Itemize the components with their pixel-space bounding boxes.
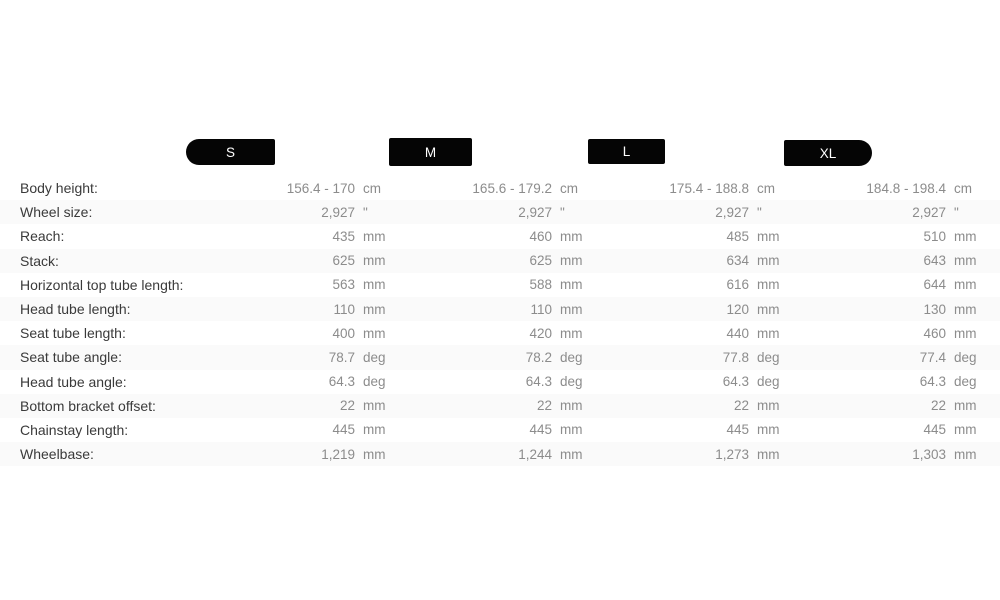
value-number: 78.7 (328, 349, 355, 365)
value-cell-s (196, 229, 393, 244)
value-unit: mm (954, 301, 977, 317)
value-cell-l (590, 422, 787, 437)
value-number: 110 (333, 301, 355, 317)
value-unit: mm (560, 253, 583, 269)
value-cell-l (590, 302, 787, 317)
value-number: 1,303 (912, 446, 946, 462)
value-cell-m (393, 277, 590, 292)
value-cell-m (393, 350, 590, 365)
value-cell-xl (787, 302, 984, 317)
value-number: 400 (332, 325, 355, 341)
value-cell-s (196, 205, 393, 220)
value-unit: " (757, 204, 762, 220)
value-cell-xl (787, 447, 984, 462)
value-unit: mm (954, 398, 977, 414)
value-unit: mm (363, 325, 386, 341)
row-label: Wheelbase: (20, 446, 94, 463)
value-number: 2,927 (321, 204, 355, 220)
row-label: Seat tube length: (20, 325, 126, 342)
size-tab-l[interactable]: L (588, 139, 665, 164)
value-unit: deg (954, 374, 977, 390)
value-number: 2,927 (715, 204, 749, 220)
value-cell-s (196, 398, 393, 413)
value-number: 445 (726, 422, 749, 438)
table-row (0, 176, 1000, 200)
row-label: Head tube angle: (20, 373, 127, 390)
value-cell-s (196, 350, 393, 365)
value-cell-xl (787, 326, 984, 341)
value-number: 64.3 (525, 374, 552, 390)
table-row (0, 249, 1000, 273)
row-label: Horizontal top tube length: (20, 276, 184, 293)
value-number: 625 (332, 253, 355, 269)
table-row (0, 321, 1000, 345)
value-unit: deg (560, 374, 583, 390)
geometry-table (0, 176, 1000, 466)
table-row (0, 394, 1000, 418)
value-unit: deg (560, 349, 583, 365)
value-number: 445 (332, 422, 355, 438)
value-cell-xl (787, 350, 984, 365)
value-cell-l (590, 253, 787, 268)
value-unit: cm (954, 180, 972, 196)
value-unit: mm (363, 446, 386, 462)
value-number: 485 (726, 228, 749, 244)
value-cell-m (393, 253, 590, 268)
value-unit: mm (954, 277, 977, 293)
value-number: 64.3 (722, 374, 749, 390)
row-label: Wheel size: (20, 204, 93, 221)
value-unit: " (560, 204, 565, 220)
value-unit: mm (560, 398, 583, 414)
value-unit: mm (757, 398, 780, 414)
value-cell-m (393, 422, 590, 437)
value-cell-l (590, 398, 787, 413)
value-number: 445 (923, 422, 946, 438)
value-cell-l (590, 229, 787, 244)
value-cell-l (590, 374, 787, 389)
value-number: 644 (923, 277, 946, 293)
value-unit: cm (757, 180, 775, 196)
value-unit: cm (363, 180, 381, 196)
value-unit: " (954, 204, 959, 220)
value-number: 78.2 (525, 349, 552, 365)
value-number: 643 (923, 253, 946, 269)
value-cell-s (196, 253, 393, 268)
value-number: 184.8 - 198.4 (866, 180, 946, 196)
value-unit: mm (560, 422, 583, 438)
value-unit: mm (560, 228, 583, 244)
table-row (0, 345, 1000, 369)
value-unit: mm (954, 253, 977, 269)
size-tab-m[interactable]: M (389, 138, 472, 166)
value-unit: deg (757, 374, 780, 390)
table-row (0, 224, 1000, 248)
value-unit: mm (363, 301, 386, 317)
value-number: 1,219 (321, 446, 355, 462)
value-number: 420 (529, 325, 552, 341)
size-tab-s[interactable]: S (186, 139, 275, 165)
value-unit: mm (954, 422, 977, 438)
value-unit: mm (757, 422, 780, 438)
value-cell-s (196, 422, 393, 437)
value-number: 64.3 (328, 374, 355, 390)
table-row (0, 273, 1000, 297)
value-number: 156.4 - 170 (286, 180, 355, 196)
value-cell-m (393, 205, 590, 220)
row-label: Bottom bracket offset: (20, 397, 156, 414)
value-cell-s (196, 277, 393, 292)
value-cell-xl (787, 205, 984, 220)
value-cell-l (590, 277, 787, 292)
value-number: 77.8 (722, 349, 749, 365)
value-cell-l (590, 181, 787, 196)
value-unit: mm (363, 253, 386, 269)
value-unit: mm (560, 277, 583, 293)
value-number: 460 (529, 228, 552, 244)
value-unit: deg (954, 349, 977, 365)
value-number: 130 (923, 301, 946, 317)
value-number: 510 (923, 228, 946, 244)
value-unit: cm (560, 180, 578, 196)
value-cell-s (196, 181, 393, 196)
value-unit: mm (363, 277, 386, 293)
value-unit: deg (363, 349, 386, 365)
value-cell-s (196, 302, 393, 317)
value-unit: mm (757, 446, 780, 462)
value-number: 22 (930, 398, 946, 414)
row-label: Seat tube angle: (20, 349, 122, 366)
value-unit: mm (954, 228, 977, 244)
value-number: 22 (536, 398, 552, 414)
value-number: 440 (726, 325, 749, 341)
table-row (0, 418, 1000, 442)
value-number: 110 (530, 301, 552, 317)
value-unit: mm (757, 253, 780, 269)
value-unit: mm (757, 325, 780, 341)
value-cell-l (590, 326, 787, 341)
value-cell-m (393, 326, 590, 341)
value-unit: mm (757, 228, 780, 244)
row-label: Stack: (20, 252, 59, 269)
value-unit: mm (560, 446, 583, 462)
value-number: 616 (726, 277, 749, 293)
value-unit: mm (757, 301, 780, 317)
value-cell-m (393, 229, 590, 244)
value-cell-s (196, 447, 393, 462)
value-cell-m (393, 181, 590, 196)
value-unit: mm (954, 446, 977, 462)
value-number: 165.6 - 179.2 (472, 180, 552, 196)
value-unit: deg (363, 374, 386, 390)
table-row (0, 370, 1000, 394)
value-number: 435 (332, 228, 355, 244)
row-label: Chainstay length: (20, 421, 129, 438)
value-number: 625 (529, 253, 552, 269)
value-number: 634 (726, 253, 749, 269)
value-cell-xl (787, 181, 984, 196)
value-number: 588 (529, 277, 552, 293)
value-number: 64.3 (919, 374, 946, 390)
value-number: 460 (923, 325, 946, 341)
value-unit: mm (363, 228, 386, 244)
table-row (0, 297, 1000, 321)
value-cell-l (590, 350, 787, 365)
value-number: 77.4 (919, 349, 946, 365)
value-unit: mm (757, 277, 780, 293)
value-cell-s (196, 374, 393, 389)
value-cell-m (393, 302, 590, 317)
value-number: 2,927 (518, 204, 552, 220)
table-row (0, 442, 1000, 466)
value-number: 175.4 - 188.8 (669, 180, 749, 196)
value-number: 22 (339, 398, 355, 414)
value-number: 22 (733, 398, 749, 414)
value-cell-l (590, 205, 787, 220)
value-unit: mm (560, 301, 583, 317)
row-label: Head tube length: (20, 301, 131, 318)
value-unit: mm (560, 325, 583, 341)
value-cell-xl (787, 253, 984, 268)
value-cell-xl (787, 229, 984, 244)
value-unit: " (363, 204, 368, 220)
value-unit: deg (757, 349, 780, 365)
value-unit: mm (363, 398, 386, 414)
value-unit: mm (363, 422, 386, 438)
value-number: 2,927 (912, 204, 946, 220)
value-number: 445 (529, 422, 552, 438)
value-cell-m (393, 447, 590, 462)
value-cell-xl (787, 422, 984, 437)
value-cell-xl (787, 374, 984, 389)
value-unit: mm (954, 325, 977, 341)
value-cell-m (393, 374, 590, 389)
value-cell-s (196, 326, 393, 341)
table-row (0, 200, 1000, 224)
value-cell-l (590, 447, 787, 462)
value-cell-xl (787, 277, 984, 292)
value-number: 563 (332, 277, 355, 293)
row-label: Body height: (20, 180, 98, 197)
row-label: Reach: (20, 228, 65, 245)
value-cell-xl (787, 398, 984, 413)
value-number: 120 (726, 301, 749, 317)
value-number: 1,244 (518, 446, 552, 462)
value-number: 1,273 (715, 446, 749, 462)
size-tab-xl[interactable]: XL (784, 140, 872, 166)
value-cell-m (393, 398, 590, 413)
